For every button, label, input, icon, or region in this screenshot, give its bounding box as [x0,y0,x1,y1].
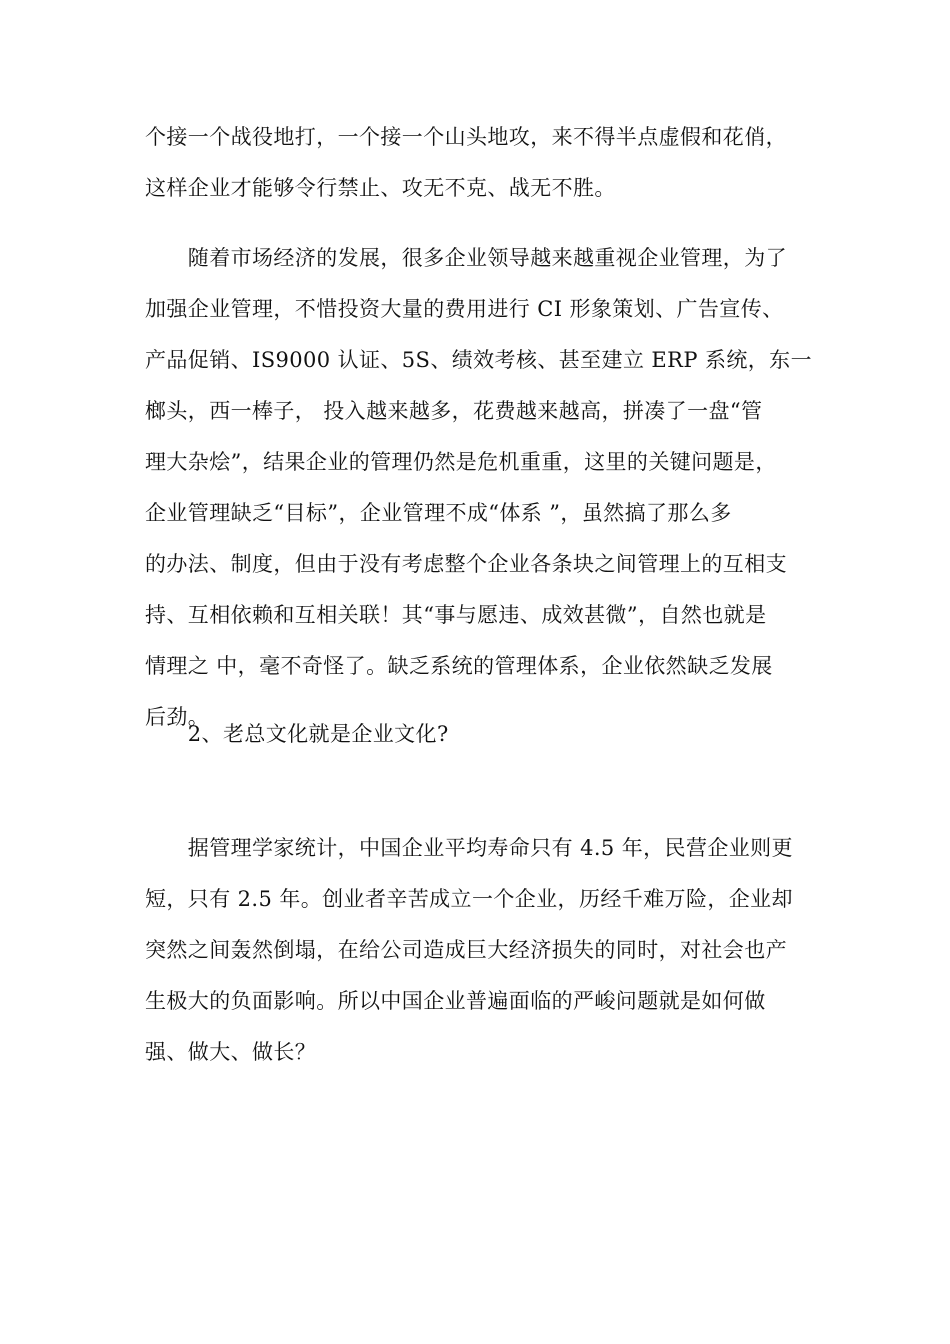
section-heading [145,709,810,760]
text-line: 随着市场经济的发展，很多企业领导越来越重视企业管理，为了 [145,246,787,270]
paragraph-continuation [145,112,810,214]
text-line: 理大杂烩”，结果企业的管理仍然是危机重重，这里的关键问题是， [145,450,777,474]
text-line: 榔头，西一棒子， 投入越来越多，花费越来越高，拼凑了一盘“管 [145,399,763,423]
text-line: 加强企业管理，不惜投资大量的费用进行 CI 形象策划、广告宣传、 [145,297,784,321]
text-line: 据管理学家统计，中国企业平均寿命只有 4.5 年，民营企业则更 [145,836,793,860]
paragraph-enterprise-lifespan [145,823,810,1078]
text-line: 企业管理缺乏“目标”，企业管理不成“体系 ”，虽然搞了那么多 [145,501,732,525]
text-line: 强、做大、做长？ [145,1040,317,1064]
text-line: 生极大的负面影响。所以中国企业普遍面临的严峻问题就是如何做 [145,989,766,1013]
text-line: 情理之 中，毫不奇怪了。缺乏系统的管理体系，企业依然缺乏发展 [145,654,773,678]
paragraph-management-chaos [145,233,810,743]
text-line: 个接一个战役地打，一个接一个山头地攻，来不得半点虚假和花俏， [145,125,787,149]
text-line: 后劲。 [145,705,210,729]
text-line: 持、互相依赖和互相关联！其“事与愿违、成效甚微”，自然也就是 [145,603,767,627]
text-line: 突然之间轰然倒塌，在给公司造成巨大经济损失的同时，对社会也产 [145,938,787,962]
text-line: 产品促销、IS9000 认证、5S、绩效考核、甚至建立 ERP 系统，东一 [145,348,812,372]
text-line: 这样企业才能够令行禁止、攻无不克、战无不胜。 [145,176,616,200]
text-line: 短，只有 2.5 年。创业者辛苦成立一个企业，历经千难万险，企业却 [145,887,793,911]
text-line: 的办法、制度，但由于没有考虑整个企业各条块之间管理上的互相支 [145,552,787,576]
heading-line: 2、老总文化就是企业文化? [145,722,449,746]
